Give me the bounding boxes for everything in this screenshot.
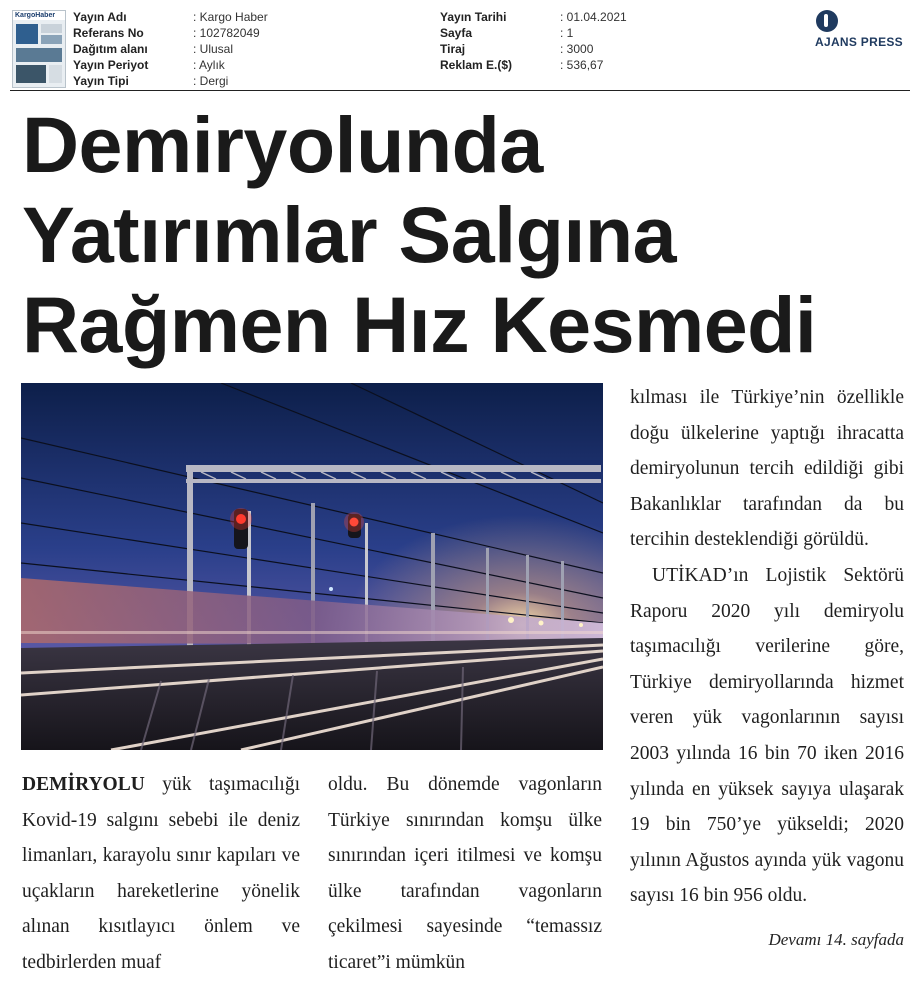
agency-name: AJANS PRESS (815, 35, 903, 49)
meta-row-period (73, 57, 268, 73)
meta-key: Yayın Tarihi (440, 10, 507, 24)
railway-photo (21, 383, 603, 750)
article-column-2 (328, 767, 602, 981)
column-3-paragraph-1: kılması ile Türkiye’nin özellikle doğu ülkelerine yaptığı ihracatta demiryolunun tercih edildiği gibi Bakanlıklar tarafından da bu tercihin desteklendiği görüldü. (630, 387, 904, 551)
ajans-press-logo (815, 10, 910, 50)
meta-row-date (440, 9, 627, 25)
header-divider (10, 90, 910, 91)
meta-key: Sayfa (440, 26, 473, 40)
headline-line-2: Yatırımlar Salgına (22, 190, 677, 279)
headline-line-3: Rağmen Hız Kesmedi (22, 280, 817, 369)
meta-key: Yayın Adı (73, 10, 127, 24)
lead-word: DEMİRYOLU (22, 774, 145, 795)
meta-value: : 536,67 (560, 58, 604, 72)
publication-meta-left (73, 9, 268, 89)
meta-key: Reklam E.($) (440, 58, 513, 72)
meta-value: : 01.04.2021 (560, 10, 627, 24)
meta-key: Referans No (73, 26, 144, 40)
meta-value: : Aylık (193, 58, 225, 72)
column-3-paragraph-2: UTİKAD’ın Lojistik Sektörü Raporu 2020 yılı demiryolu taşımacılığı verilerine göre, Türkiye demiryollarında hizmet veren yük vagonlarının sayısı 2003 yılında 16 bin 70 iken 2016 yılında en yüksek sayıya ulaşarak 19 bin 750’ye yükseldi; 2020 yılının Ağustos ayında yük vagonu sayısı 16 bin 956 oldu. (630, 564, 904, 907)
meta-key: Dağıtım alanı (73, 42, 148, 56)
meta-value: : 102782049 (193, 26, 260, 40)
newspaper-thumbnail (12, 10, 66, 88)
meta-row-circulation (440, 41, 627, 57)
column-1-paragraph (22, 767, 300, 981)
article-headline (22, 100, 912, 370)
article-column-3 (630, 380, 904, 914)
meta-row-type (73, 73, 268, 89)
publication-meta-right (440, 9, 627, 73)
meta-key: Yayın Tipi (73, 74, 129, 88)
meta-value: : 3000 (560, 42, 594, 56)
meta-key: Yayın Periyot (73, 58, 149, 72)
meta-row-distribution (73, 41, 268, 57)
continued-note: Devamı 14. sayfada (768, 930, 904, 949)
meta-value: : Dergi (193, 74, 229, 88)
meta-row-page (440, 25, 627, 41)
meta-row-publication-name (73, 9, 268, 25)
column-1-text: yük taşımacılığı Kovid-19 salgını sebebi ile deniz limanları, karayolu sınır kapıları ve uçakların hareketlerine yönelik alınan kısıtlayıcı önlem ve tedbirlerden muaf (22, 774, 300, 973)
thumbnail-masthead: KargoHaber (13, 11, 65, 20)
meta-value: : 1 (560, 26, 574, 40)
article-column-1 (22, 767, 300, 981)
meta-row-reference-no (73, 25, 268, 41)
meta-value: : Kargo Haber (193, 10, 268, 24)
globe-icon (816, 10, 838, 32)
meta-row-ad-value (440, 57, 627, 73)
meta-key: Tiraj (440, 42, 466, 56)
headline-line-1: Demiryolunda (22, 100, 543, 189)
column-2-text: oldu. Bu dönemde vagonların Türkiye sınırından komşu ülke sınırından içeri itilmesi ve komşu ülke tarafından vagonların çekilmesi sayesinde “temassız ticaret”i mümkün (328, 774, 602, 973)
meta-value: : Ulusal (193, 42, 234, 56)
